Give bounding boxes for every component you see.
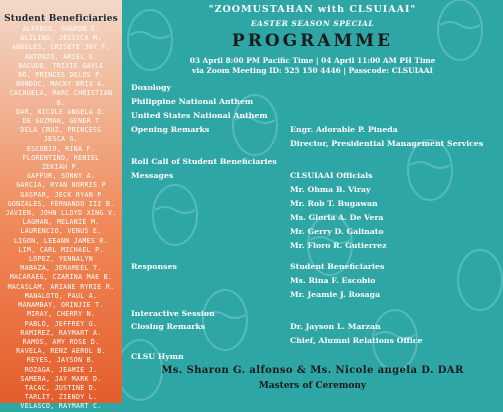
programme-speaker: CLSUIAAI Officials — [290, 171, 373, 180]
list-item: SAMERA, JAY MARK D. — [20, 374, 102, 383]
list-item: CACHUELA, MARC CHRISTIAN — [9, 89, 113, 98]
list-item: BONDOC, MACKY BRIX A. — [16, 80, 106, 89]
programme-item: CLSU Hymn — [131, 352, 184, 361]
programme-speaker: Student Beneficiaries — [290, 262, 385, 271]
list-item: TARLIT, ZIENDY L. — [24, 393, 98, 402]
programme-item: Messages — [131, 171, 174, 180]
list-item: B. — [56, 98, 66, 107]
list-item: MABAZA, JERAMEEL T. — [20, 264, 102, 273]
list-item: DAR, NICOLE ANGELA D. — [16, 107, 106, 116]
list-item: ANGELES, CRISETE JOY F. — [11, 43, 111, 52]
event-title: "ZOOMUSTAHAN with CLSUIAAI" — [208, 4, 417, 15]
list-item: GAFFUR, SONNY A. — [26, 172, 96, 181]
programme-item: Interactive Session — [131, 309, 215, 318]
list-item: GARCIA, RYAN NORRIS P — [16, 181, 106, 190]
list-item: MACARAEG, CZARINA MAE B. — [9, 273, 113, 282]
list-item: TACAC, JUSTINE D. — [24, 383, 98, 392]
list-item: RAVELA, RENZ AEROL B. — [16, 347, 106, 356]
list-item: JAVIEN, JOHN LLOYD XING V. — [5, 209, 117, 218]
list-item: ALFONSO, SHARON G. — [22, 25, 100, 33]
programme-item: United States National Anthem — [131, 111, 268, 120]
list-item: MACASLAM, ARIANE RYRIE R. — [7, 282, 115, 291]
student-beneficiaries-sidebar — [0, 0, 122, 411]
programme-speaker: Mr. Floro R. Gutierrez — [290, 241, 387, 250]
list-item: LOPEZ, YENNALYN — [28, 255, 94, 264]
list-item: LAGMAN, MELANIE M. — [22, 218, 100, 227]
zoom-details: via Zoom Meeting ID: 525 150 4446 | Passcode: CLSUIAAI — [192, 66, 433, 75]
programme-item: Philippine National Anthem — [131, 97, 254, 106]
list-item: VELASCO, RAYMART C. — [20, 402, 102, 411]
programme-item: Responses — [131, 262, 177, 271]
list-item: GASPAR, JECK RYAN P — [20, 190, 102, 199]
list-item: BACUDO, TRIXIE GAYLE — [18, 61, 104, 70]
programme-speaker: Ms. Rina F. Escobio — [290, 276, 376, 285]
programme-item: Roll Call of Student Beneficiaries — [131, 157, 277, 166]
programme-speaker: Mr. Jeamie J. Rosaga — [290, 290, 381, 299]
programme-item: Opening Remarks — [131, 125, 210, 134]
programme-speaker: Ms. Gloria A. De Vera — [290, 213, 384, 222]
list-item: DELA CRUZ, PRINCESS — [20, 126, 102, 135]
masters-of-ceremony-names: Ms. Sharon G. alfonso & Ms. Nicole angela D. DAR — [161, 365, 464, 376]
programme-speaker: Dr. Jayson L. Marzan — [290, 322, 381, 331]
list-item: ROZAGA, JEAMIE J. — [24, 365, 98, 374]
list-item: MIRAY, CHERRY N. — [26, 310, 96, 319]
list-item: FLORENTINO, RENIEL — [22, 153, 100, 162]
page-title: PROGRAMME — [231, 31, 394, 51]
list-item: GONZALES, FERNANDO III B. — [7, 199, 115, 208]
programme-speaker: Mr. Rob T. Bugawan — [290, 199, 378, 208]
list-item: LIM, CARL MICHAEL P. — [18, 245, 104, 254]
programme-speaker: Director, Presidential Management Services — [290, 139, 484, 148]
list-item: ANTONIO, ARIEL V. — [24, 52, 98, 61]
beneficiary-list — [3, 25, 119, 412]
list-item: BO, PRINCES DELOS P. — [18, 71, 104, 80]
list-item: RAMOS, AMY ROSE D. — [22, 337, 100, 346]
list-item: REYES, JAYSON B. — [26, 356, 96, 365]
programme-item: Closing Remarks — [131, 322, 206, 331]
list-item: MANALOTO, PAUL A. — [24, 291, 98, 300]
programme-speaker: Mr. Gerry D. Galinato — [290, 227, 384, 236]
programme-speaker: Engr. Adorable P. Pineda — [290, 125, 398, 134]
event-schedule: 03 April 8:00 PM Pacific Time | 04 April 11:00 AM PH Time — [189, 56, 436, 65]
sidebar-title: Student Beneficiaries — [4, 14, 118, 24]
list-item: LAURENCIO, VENUS E. — [20, 227, 102, 236]
masters-of-ceremony-role: Masters of Ceremony — [258, 381, 367, 391]
list-item: PABLO, JEFFREY G. — [24, 319, 98, 328]
programme-item: Doxology — [131, 83, 171, 92]
list-item: RAMIREZ, RAYMART A. — [20, 328, 102, 337]
list-item: DE GUZMAN, GENER T — [22, 117, 100, 126]
list-item: MANAMBAY, ORINJIE T. — [18, 301, 104, 310]
list-item: ESCOBIO, RINA F. — [26, 144, 96, 153]
list-item: LIGON, LEEANN JAMES R. — [14, 236, 108, 245]
event-subtitle: EASTER SEASON SPECIAL — [250, 19, 375, 28]
list-item: JESCA G. — [43, 135, 79, 144]
list-item: ALILING, JESSICA M. — [20, 34, 102, 43]
list-item: ZEKIAH P. — [41, 163, 81, 172]
programme-speaker: Mr. Ohma B. Viray — [290, 185, 371, 194]
programme-speaker: Chief, Alumni Relations Office — [290, 336, 423, 345]
